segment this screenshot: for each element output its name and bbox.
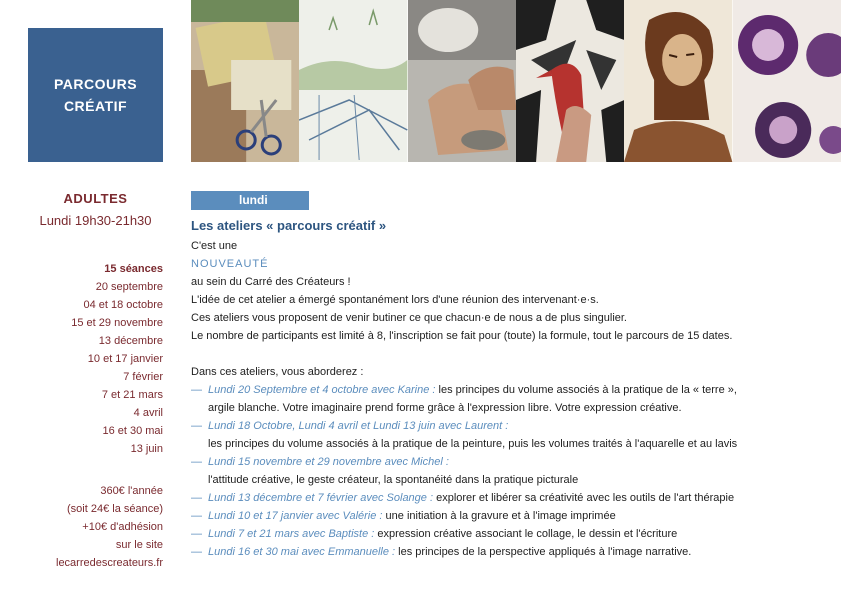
dash-bullet: — bbox=[191, 456, 202, 468]
hands-clay-photo bbox=[408, 0, 516, 162]
title-box bbox=[28, 28, 163, 162]
list-item bbox=[191, 507, 831, 525]
price-line: (soit 24€ la séance) bbox=[67, 503, 163, 515]
intro-post: au sein du Carré des Créateurs ! bbox=[191, 276, 351, 288]
novelty-highlight: NOUVEAUTÉ bbox=[191, 258, 269, 270]
day-label-bar bbox=[191, 191, 309, 210]
session-date: 13 décembre bbox=[98, 335, 163, 347]
intro-line-1 bbox=[191, 237, 831, 291]
session-date: 16 et 30 mai bbox=[102, 425, 163, 437]
item-text: les principes de la perspective appliqués à l'image narrative. bbox=[395, 546, 692, 558]
dash-bullet: — bbox=[191, 510, 202, 522]
item-who: Lundi 15 novembre et 29 novembre avec Michel : bbox=[208, 456, 449, 468]
title-line-1: PARCOURS bbox=[53, 76, 138, 92]
item-who: Lundi 20 Septembre et 4 octobre avec Karine : bbox=[208, 384, 436, 396]
dash-bullet: — bbox=[191, 528, 202, 540]
session-date: 04 et 18 octobre bbox=[83, 299, 163, 311]
website-link[interactable]: lecarredescreateurs.fr bbox=[56, 557, 163, 569]
item-text: les principes du volume associés à la pratique de la « terre », bbox=[435, 384, 737, 396]
dash-bullet: — bbox=[191, 492, 202, 504]
intro-line: L'idée de cet atelier a émergé spontanément lors d'une réunion des intervenant·e·s. bbox=[191, 294, 599, 306]
session-date: 13 juin bbox=[130, 443, 163, 455]
item-who: Lundi 7 et 21 mars avec Baptiste : bbox=[208, 528, 375, 540]
list-item bbox=[191, 489, 831, 507]
session-date: 15 et 29 novembre bbox=[71, 317, 163, 329]
intro-line: Le nombre de participants est limité à 8, l'inscription se fait pour (toute) la formule, tout le parcours de 15 dates. bbox=[191, 330, 733, 342]
session-dates bbox=[0, 260, 163, 458]
item-continuation: l'attitude créative, le geste créateur, la spontanéité dans la pratique picturale bbox=[208, 474, 579, 486]
pricing-block bbox=[0, 482, 163, 572]
dash-bullet: — bbox=[191, 384, 202, 396]
item-continuation: les principes du volume associés à la pratique de la peinture, puis les volumes traités à l'aquarelle et au lavis bbox=[208, 438, 738, 450]
bird-print-photo bbox=[516, 0, 624, 162]
item-who: Lundi 18 Octobre, Lundi 4 avril et Lundi 13 juin avec Laurent : bbox=[208, 420, 509, 432]
session-count: 15 séances bbox=[104, 263, 163, 275]
title-line-2: CRÉATIF bbox=[63, 98, 128, 114]
price-line: 360€ l'année bbox=[100, 485, 163, 497]
audience-label: ADULTES bbox=[63, 191, 128, 206]
session-date: 7 février bbox=[123, 371, 163, 383]
item-text: une initiation à la gravure et à l'image imprimée bbox=[382, 510, 616, 522]
item-text: expression créative associant le collage, le dessin et l'écriture bbox=[374, 528, 678, 540]
ink-portrait-photo bbox=[624, 0, 732, 162]
list-item bbox=[191, 417, 831, 453]
item-who: Lundi 16 et 30 mai avec Emmanuelle : bbox=[208, 546, 396, 558]
audience-schedule: Lundi 19h30-21h30 bbox=[39, 213, 152, 228]
session-date: 7 et 21 mars bbox=[101, 389, 163, 401]
list-item bbox=[191, 525, 831, 543]
session-date: 10 et 17 janvier bbox=[87, 353, 163, 365]
intro-line: Ces ateliers vous proposent de venir butiner ce que chacun·e de nous a de plus singulier. bbox=[191, 312, 627, 324]
paint-circles-photo bbox=[733, 0, 841, 162]
scissors-basket-photo bbox=[191, 0, 299, 162]
workshop-heading: Les ateliers « parcours créatif » bbox=[191, 218, 387, 233]
list-item bbox=[191, 453, 831, 489]
day-label: lundi bbox=[239, 193, 268, 207]
list-item bbox=[191, 381, 831, 417]
list-item bbox=[191, 543, 831, 561]
audience-block bbox=[28, 190, 163, 234]
list-lead: Dans ces ateliers, vous aborderez : bbox=[191, 366, 364, 378]
dash-bullet: — bbox=[191, 546, 202, 558]
price-line: +10€ d'adhésion bbox=[82, 521, 163, 533]
item-who: Lundi 13 décembre et 7 février avec Solange : bbox=[208, 492, 434, 504]
item-continuation: argile blanche. Votre imaginaire prend forme grâce à l'expression libre. Votre expression créative. bbox=[208, 402, 682, 414]
landscape-drawing-photo bbox=[299, 0, 407, 162]
photo-strip bbox=[191, 0, 841, 162]
dash-bullet: — bbox=[191, 420, 202, 432]
item-who: Lundi 10 et 17 janvier avec Valérie : bbox=[208, 510, 383, 522]
session-date: 4 avril bbox=[133, 407, 163, 419]
intro-pre: C'est une bbox=[191, 240, 238, 252]
main-content bbox=[191, 216, 831, 561]
intro-paragraph bbox=[191, 237, 831, 345]
item-text: explorer et libérer sa créativité avec les outils de l'art thérapie bbox=[433, 492, 735, 504]
price-line: sur le site bbox=[115, 539, 163, 551]
session-date: 20 septembre bbox=[95, 281, 163, 293]
